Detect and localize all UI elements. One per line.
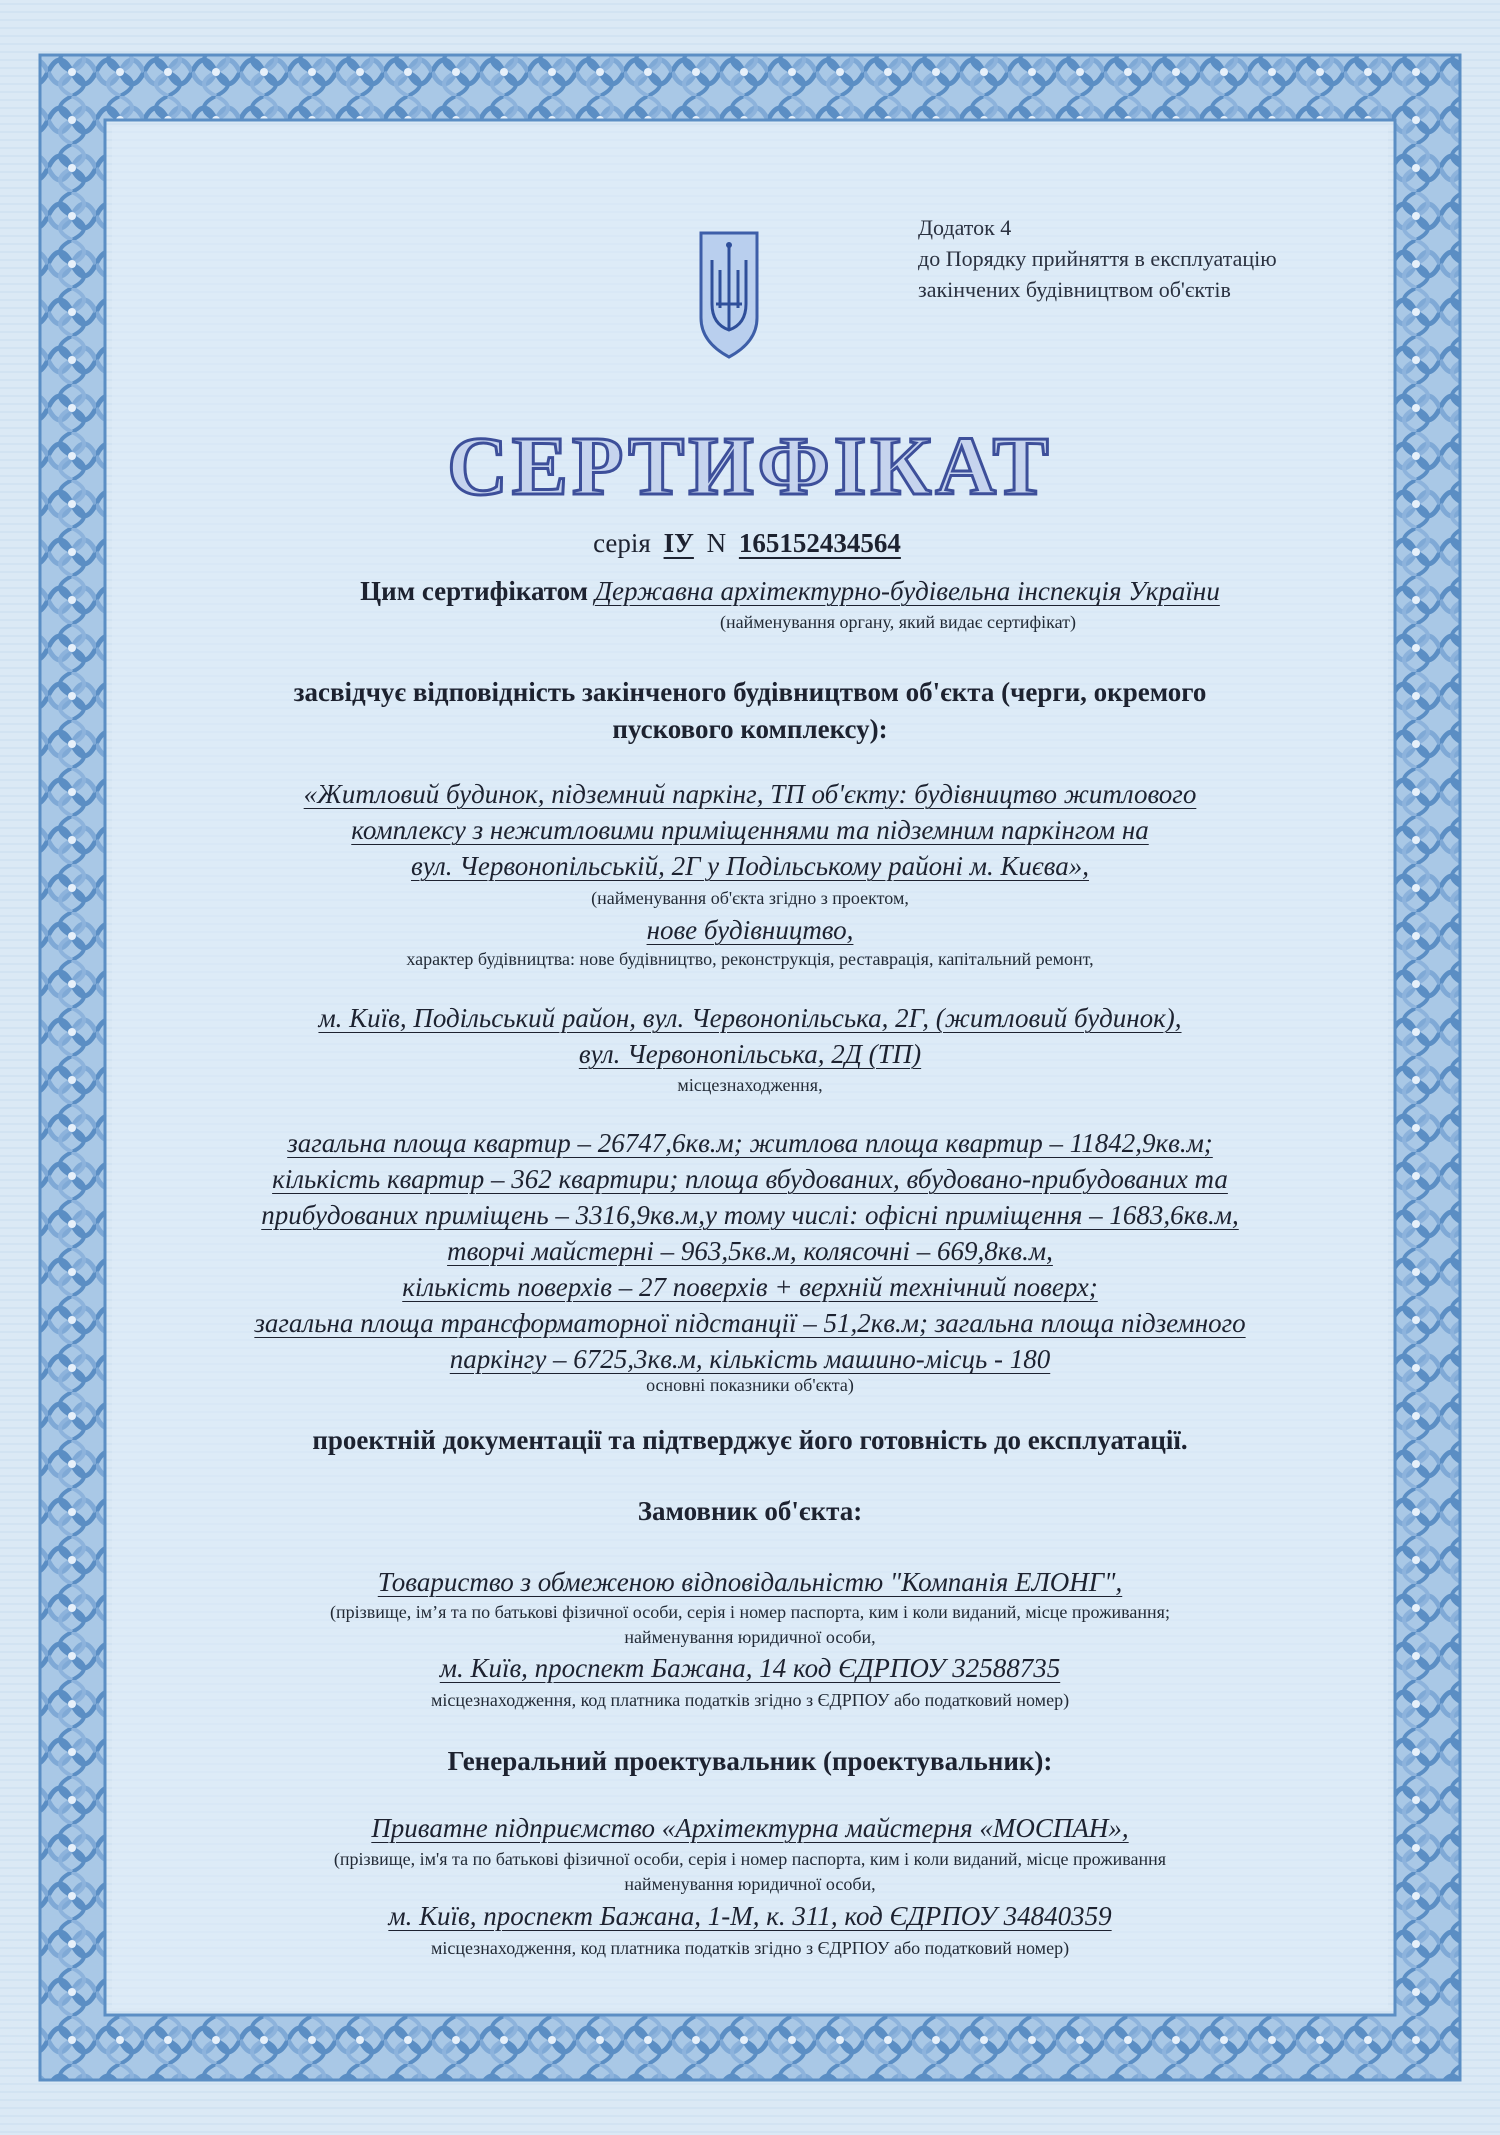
indicator-line-5: кількість поверхів – 27 поверхів + верхній технічний поверх; — [402, 1272, 1098, 1302]
object-line-3: вул. Червонопільській, 2Г у Подільському районі м. Києва», — [411, 851, 1089, 881]
location-line-1: м. Київ, Подільський район, вул. Червонопільська, 2Г, (житловий будинок), — [318, 1003, 1182, 1033]
customer-heading: Замовник об'єкта: — [637, 1496, 863, 1526]
customer-address: м. Київ, проспект Бажана, 14 код ЄДРПОУ 32588735 — [439, 1653, 1061, 1683]
designer-caption-1: (прізвище, ім'я та по батькові фізичної особи, серія і номер паспорта, ким і коли виданий, місце проживання — [333, 1849, 1167, 1869]
construction-type: нове будівництво, — [646, 915, 854, 945]
object-caption: (найменування об'єкта згідно з проектом, — [591, 888, 909, 908]
issuer-lead: Цим сертифікатом — [360, 576, 589, 606]
location-caption: місцезнаходження, — [677, 1075, 823, 1095]
indicator-line-1: загальна площа квартир – 26747,6кв.м; житлова площа квартир – 11842,9кв.м; — [287, 1128, 1213, 1158]
annex-line-1: Додаток 4 — [918, 215, 1012, 240]
indicator-line-2: кількість квартир – 362 квартири; площа вбудованих, вбудовано-прибудованих та — [272, 1164, 1228, 1194]
certificate-number: 165152434564 — [738, 528, 901, 558]
indicator-line-6: загальна площа трансформаторної підстанції – 51,2кв.м; загальна площа підземного — [254, 1308, 1246, 1338]
designer-address: м. Київ, проспект Бажана, 1-М, к. 311, код ЄДРПОУ 34840359 — [388, 1901, 1112, 1931]
certifies-line-1: засвідчує відповідність закінченого будівництвом об'єкта (черги, окремого — [293, 677, 1207, 707]
certifies-statement — [0, 674, 1500, 748]
certificate-title-text: СЕРТИФІКАТ — [447, 420, 1053, 513]
location-line-2: вул. Червонопільська, 2Д (ТП) — [578, 1039, 922, 1069]
certificate-title — [430, 418, 1070, 518]
object-line-1: «Житловий будинок, підземний паркінг, ТП об'єкту: будівництво житлового — [303, 779, 1197, 809]
object-name — [0, 776, 1500, 884]
customer-name: Товариство з обмеженою відповідальністю "Компанія ЕЛОНГ", — [377, 1567, 1123, 1597]
issuer-line — [40, 576, 1500, 607]
object-location — [0, 1000, 1500, 1072]
indicator-line-7: паркінгу – 6725,3кв.м, кількість машино-місць - 180 — [449, 1344, 1051, 1374]
certifies-line-2: пускового комплексу): — [612, 714, 888, 744]
customer-caption-3: місцезнаходження, код платника податків згідно з ЄДРПОУ або податковий номер) — [430, 1690, 1070, 1710]
indicators-caption: основні показники об'єкта) — [646, 1375, 854, 1395]
indicator-line-4: творчі майстерні – 963,5кв.м, колясочні – 669,8кв.м, — [447, 1236, 1053, 1266]
object-line-2: комплексу з нежитловими приміщеннями та підземним паркінгом на — [351, 815, 1149, 845]
designer-heading: Генеральний проектувальник (проектувальник): — [447, 1746, 1053, 1776]
trident-emblem-icon — [698, 230, 760, 360]
number-label: N — [706, 528, 727, 558]
series-label: серія — [593, 528, 651, 558]
construction-caption: характер будівництва: нове будівництво, реконструкція, реставрація, капітальний ремонт, — [406, 949, 1094, 969]
series-value: ІУ — [663, 528, 694, 558]
customer-caption-1: (прізвище, ім’я та по батькові фізичної особи, серія і номер паспорта, ким і коли виданий, місце проживання; — [330, 1602, 1170, 1622]
designer-name: Приватне підприємство «Архітектурна майстерня «МОСПАН», — [371, 1813, 1129, 1843]
annex-line-3: закінчених будівництвом об'єктів — [918, 277, 1231, 302]
annex-line-2: до Порядку прийняття в експлуатацію — [918, 246, 1277, 271]
customer-caption-2: найменування юридичної особи, — [624, 1627, 876, 1647]
annex-note — [918, 212, 1277, 305]
issuer-name: Державна архітектурно-будівельна інспекція України — [594, 576, 1220, 606]
issuer-caption: (найменування органу, який видає сертифікат) — [719, 612, 1077, 632]
series-line — [0, 528, 1500, 559]
conformity-statement: проектній документації та підтверджує його готовність до експлуатації. — [312, 1425, 1188, 1455]
indicator-line-3: прибудованих приміщень – 3316,9кв.м,у тому числі: офісні приміщення – 1683,6кв.м, — [261, 1200, 1239, 1230]
designer-caption-3: місцезнаходження, код платника податків згідно з ЄДРПОУ або податковий номер) — [430, 1938, 1070, 1958]
designer-caption-2: найменування юридичної особи, — [624, 1874, 876, 1894]
object-indicators — [0, 1125, 1500, 1377]
